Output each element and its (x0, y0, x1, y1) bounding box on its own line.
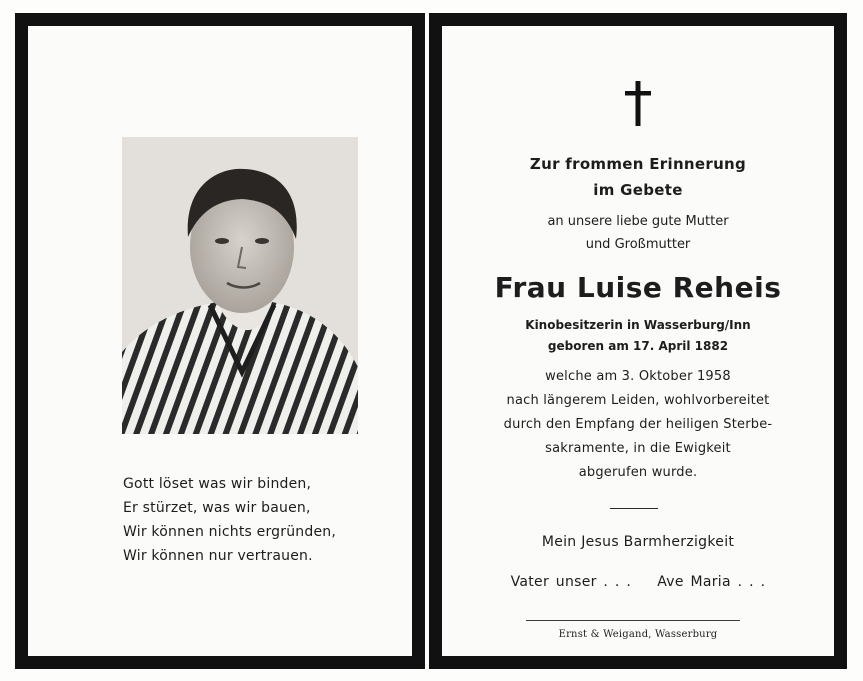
birth-line: geboren am 17. April 1882 (547, 339, 729, 353)
dedication-text (442, 210, 834, 256)
poem-line: Wir können nur vertrauen. (123, 548, 313, 564)
heading-line-1: Zur frommen Erinnerung (529, 155, 747, 173)
poem-block (123, 472, 363, 568)
right-panel-paper (442, 26, 834, 656)
dedication-line-2: und Großmutter (585, 237, 691, 252)
left-panel-paper (28, 26, 412, 656)
prayer-invocation: Mein Jesus Barmherzigkeit (541, 534, 735, 550)
portrait-photo (122, 137, 358, 434)
notice-line: nach längerem Leiden, wohlvorbereitet (506, 393, 770, 408)
cross-container (442, 81, 834, 131)
notice-line: sakramente, in die Ewigkeit (545, 441, 731, 456)
notice-line: durch den Empfang der heiligen Sterbe- (503, 417, 773, 432)
portrait-illustration (122, 137, 358, 434)
notice-line: welche am 3. Oktober 1958 (545, 369, 731, 384)
occupation-line: Kinobesitzerin in Wasserburg/Inn (525, 318, 751, 332)
prayer-vater-unser: Vater unser . . . (510, 574, 632, 590)
memorial-heading (442, 151, 834, 203)
card-right-panel (429, 13, 847, 669)
notice-line: abgerufen wurde. (578, 465, 698, 480)
poem-line: Gott löset was wir binden, (123, 476, 312, 492)
poem-line: Wir können nichts ergründen, (123, 524, 336, 540)
cross-icon (623, 81, 653, 126)
printer-credit: Ernst & Weigand, Wasserburg (558, 629, 718, 640)
heading-line-2: im Gebete (593, 181, 683, 199)
card-left-panel (15, 13, 425, 669)
printer-divider (526, 620, 740, 621)
dedication-line-1: an unsere liebe gute Mutter (547, 214, 729, 229)
prayer-list (442, 574, 834, 590)
biographical-info (442, 315, 834, 357)
poem-line: Er stürzet, was wir bauen, (123, 500, 311, 516)
section-divider (610, 508, 658, 509)
death-notice-text (442, 365, 834, 485)
prayer-ave-maria: Ave Maria . . . (657, 574, 766, 590)
deceased-name: Frau Luise Reheis (494, 271, 782, 304)
